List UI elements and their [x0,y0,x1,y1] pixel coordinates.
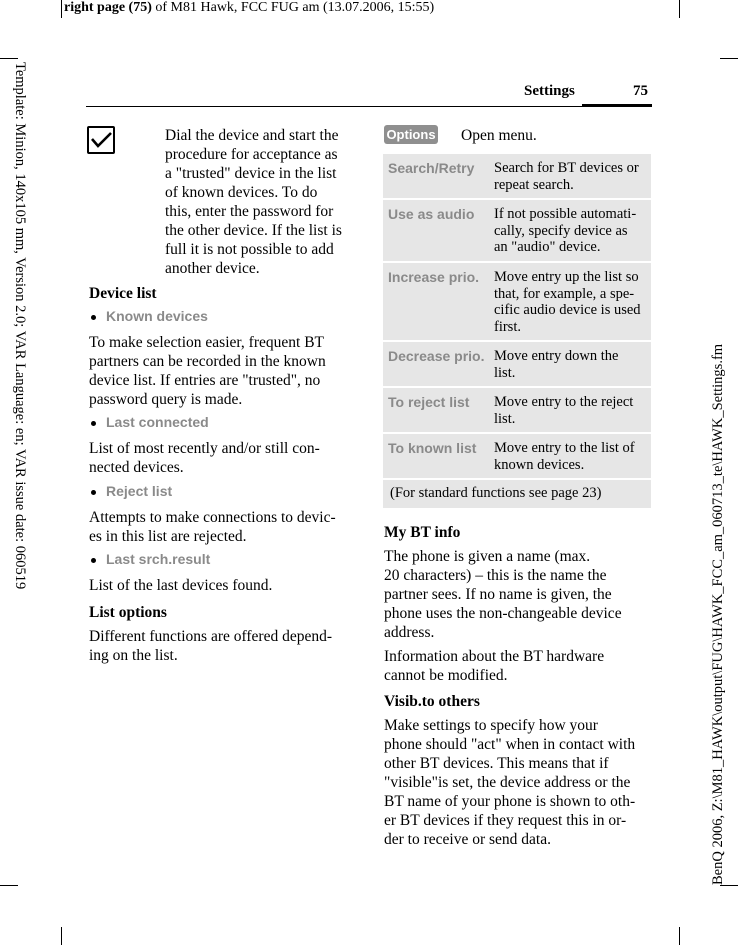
text-line: Move entry to the reject [494,394,634,410]
text-line: procedure for acceptance as [165,146,338,163]
option-key[interactable]: Increase prio. [388,269,480,285]
bullet [91,315,96,320]
text-line: full it is not possible to add [165,241,334,258]
device-list-heading: Device list [89,285,157,302]
header-rule [86,106,652,107]
print-header [64,0,434,16]
option-desc [494,440,646,473]
text-line: of known devices. To do [165,184,318,201]
bullet [91,421,96,426]
option-row [383,200,651,261]
crop-mark [0,58,18,59]
option-row [383,434,651,478]
text-line: ing on the list. [89,647,178,664]
side-file-path [708,250,730,890]
last-srch-label: Last srch.result [106,551,211,567]
text-line: The phone is given a name (max. [384,548,591,565]
text-line: other BT devices. This means that if [384,755,609,772]
option-desc [494,394,646,427]
text-line: another device. [165,260,260,277]
crop-mark [0,885,18,886]
option-key[interactable]: Search/Retry [388,160,475,176]
list-options-heading: List options [89,604,167,621]
text-line: Move entry up the list so [494,269,639,285]
text-line: Search for BT devices or [494,160,639,176]
text-line: that, for example, a spe- [494,285,635,302]
intro-paragraph [165,126,355,278]
last-srch-text [89,576,354,595]
text-line: cally, specify device as [494,222,628,239]
option-key[interactable]: To known list [388,440,477,456]
option-desc [494,160,646,193]
text-line: an "audio" device. [494,239,601,255]
header-rule-accent [582,104,652,107]
option-desc [494,206,646,256]
text-line: a "trusted" device in the list [165,165,337,182]
text-line: Move entry down the [494,348,619,364]
text-line: der to receive or send data. [384,831,551,848]
page-number: 75 [633,83,648,99]
text-line: repeat search. [494,176,574,193]
list-options-text [89,627,354,665]
text-line: er BT devices if they request this in or- [384,812,627,829]
text-line: known devices. [494,456,585,473]
standard-functions-text: (For standard functions see page 23) [390,485,602,501]
my-bt-info-text [384,547,654,642]
reject-list-text [89,508,354,546]
text-line: first. [494,318,521,335]
text-line: "visible"is set, the device address or the [384,774,631,791]
option-row [383,263,651,340]
last-connected-text [89,439,354,477]
option-desc [494,348,646,381]
checkmark-icon [87,126,115,154]
my-bt-info-heading: My BT info [384,524,461,541]
running-title: Settings [524,83,575,99]
text-line: this, enter the password for [165,203,334,220]
text-line: 20 characters) – this is the name the [384,567,607,584]
text-line: Different functions are offered depend- [89,628,333,645]
crop-mark [61,0,62,18]
text-line: BT name of your phone is shown to oth- [384,793,636,810]
text-line: address. [384,624,435,641]
known-devices-label: Known devices [106,308,208,324]
text-line: partners can be recorded in the known [89,353,326,370]
crop-mark [61,927,62,945]
side-file-path-text: BenQ 2006, Z:\M81_HAWK\output\FUG\HAWK_FCC_am_060713_te\HAWK_Settings.fm [710,343,726,885]
bullet [91,490,96,495]
text-line: nected devices. [89,459,184,476]
text-line: list. [494,410,516,427]
text-line: Attempts to make connections to devic- [89,509,336,526]
text-line: List of most recently and/or still con- [89,440,320,457]
known-devices-text [89,333,354,409]
side-template-info [8,62,28,862]
open-menu-text: Open menu. [461,127,537,144]
print-header-rest: of M81 Hawk, FCC FUG am (13.07.2006, 15:55) [151,0,435,15]
text-line: password query is made. [89,391,243,408]
options-softkey[interactable]: Options [384,125,438,144]
hardware-info-text [384,647,654,685]
text-line: Dial the device and start the [165,127,339,144]
text-line: Information about the BT hardware [384,648,605,665]
print-header-bold: right page (75) [64,0,152,15]
text-line: the other device. If the list is [165,222,342,239]
option-row [383,388,651,432]
text-line: cific audio device is used [494,302,641,318]
text-line: partner sees. If no name is given, the [384,586,612,603]
reject-list-label: Reject list [106,483,173,499]
option-row [383,342,651,386]
crop-mark [679,0,680,18]
text-line: Make settings to specify how your [384,717,598,734]
option-row [383,154,651,198]
visib-heading: Visib.to others [384,693,480,710]
last-connected-label: Last connected [106,414,209,430]
bullet [91,558,96,563]
crop-mark [720,58,738,59]
option-key[interactable]: Decrease prio. [388,348,485,364]
standard-functions-row [383,480,651,508]
text-line: Move entry to the list of [494,440,635,456]
text-line: phone uses the non-changeable device [384,605,622,622]
text-line: List of the last devices found. [89,577,273,594]
text-line: If not possible automati- [494,206,637,222]
option-key[interactable]: Use as audio [388,206,475,222]
text-line: To make selection easier, frequent BT [89,334,325,351]
visib-text [384,716,654,849]
crop-mark [679,927,680,945]
option-desc [494,269,646,335]
text-line: device list. If entries are "trusted", no [89,372,321,389]
text-line: list. [494,364,516,381]
text-line: cannot be modified. [384,667,508,684]
option-key[interactable]: To reject list [388,394,470,410]
text-line: phone should "act" when in contact with [384,736,636,753]
text-line: es in this list are rejected. [89,528,247,545]
side-template-text: Template: Minion, 140x105 mm, Version 2.0; VAR Language: en; VAR issue date: 060519 [12,62,28,590]
